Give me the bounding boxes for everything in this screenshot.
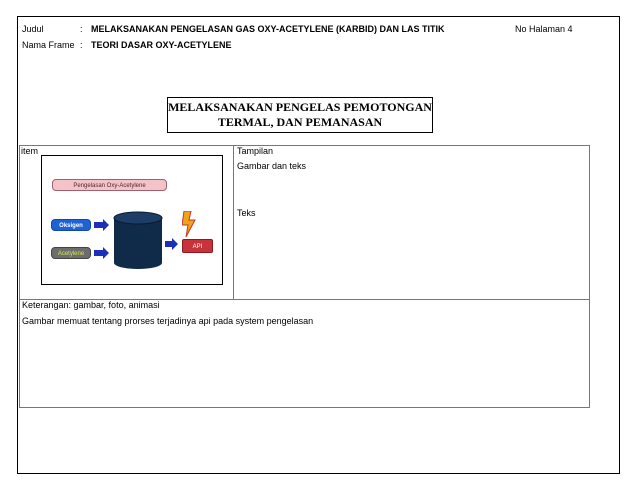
deskripsi-text: Gambar memuat tentang prorses terjadinya api pada system pengelasan — [22, 316, 314, 326]
frame-colon: : — [80, 40, 83, 50]
item-label: item — [21, 146, 39, 156]
arrow-right-icon — [94, 247, 110, 259]
judul-colon: : — [80, 24, 83, 34]
tampilan-label: Tampilan — [237, 146, 274, 156]
section-title-line1: MELAKSANAKAN PENGELAS PEMOTONGAN — [168, 100, 432, 114]
column-divider — [233, 146, 234, 299]
section-title-box — [167, 97, 433, 133]
lightning-icon — [182, 211, 198, 237]
arrow-right-icon — [165, 238, 179, 250]
gambar-dan-teks-label: Gambar dan teks — [237, 161, 307, 171]
judul-label: Judul — [22, 24, 44, 34]
judul-value: MELAKSANAKAN PENGELASAN GAS OXY-ACETYLENE (KARBID) DAN LAS TITIK — [91, 24, 445, 34]
diagram-title-pill: Pengelasan Oxy-Acetylene — [52, 179, 167, 191]
frame-value: TEORI DASAR OXY-ACETYLENE — [91, 40, 232, 50]
mixing-cylinder-icon — [112, 211, 164, 271]
keterangan-label: Keterangan: gambar, foto, animasi — [22, 300, 160, 310]
section-title-line2: TERMAL, DAN PEMANASAN — [217, 115, 383, 129]
diagram-image — [41, 155, 223, 285]
acetylene-pill: Acetylene — [51, 247, 91, 259]
oksigen-pill: Oksigen — [51, 219, 91, 231]
page-number: No Halaman 4 — [515, 24, 573, 34]
api-pill: API — [182, 239, 213, 253]
arrow-right-icon — [94, 219, 110, 231]
teks-label: Teks — [237, 208, 256, 218]
frame-label: Nama Frame — [22, 40, 75, 50]
